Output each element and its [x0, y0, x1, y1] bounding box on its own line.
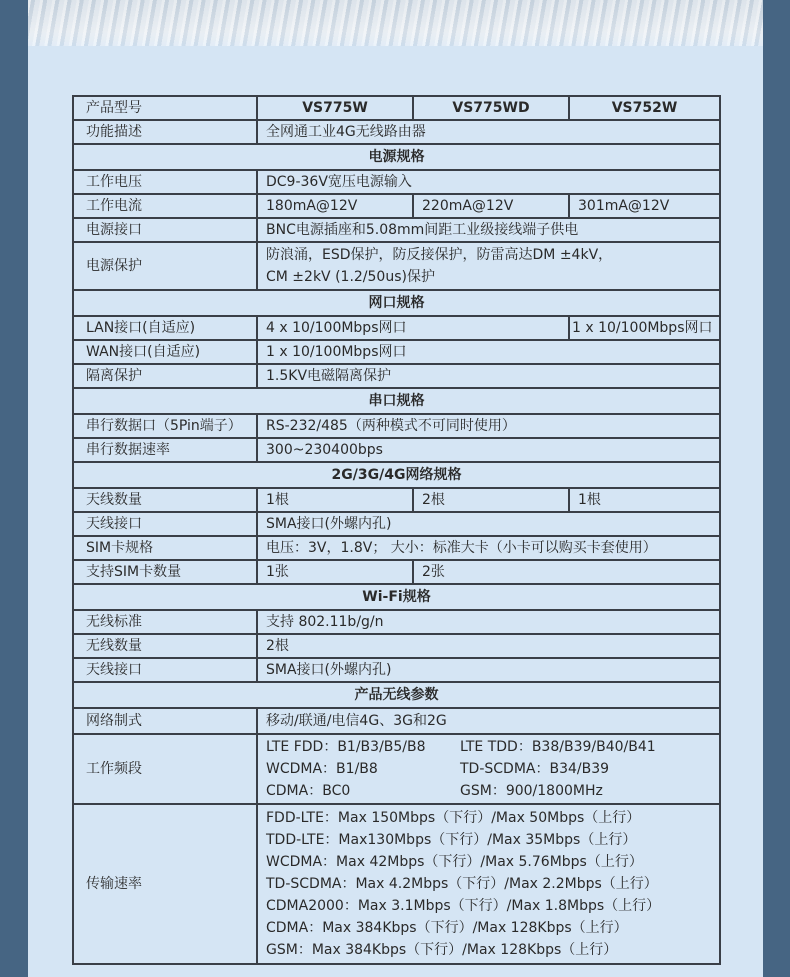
- table-row: [73, 96, 720, 120]
- table-row: [73, 488, 720, 512]
- spec-table: [72, 95, 721, 965]
- table-row: [73, 120, 720, 144]
- cell-value: 2根: [413, 488, 569, 512]
- cell-value: 1 x 10/100Mbps网口: [569, 316, 720, 340]
- row-value: SMA接口(外螺内孔): [257, 658, 720, 682]
- section-row: [73, 144, 720, 170]
- row-label: 天线数量: [73, 488, 257, 512]
- band-line: [266, 780, 719, 802]
- text-line: 防浪涌，ESD保护，防反接保护，防雷高达DM ±4kV，: [266, 247, 613, 263]
- row-label: 电源保护: [73, 242, 257, 290]
- speed-line: TD-SCDMA：Max 4.2Mbps（下行）/Max 2.2Mbps（上行）: [266, 876, 658, 892]
- model-vs775wd: VS775WD: [413, 96, 569, 120]
- model-vs775w: VS775W: [257, 96, 413, 120]
- table-row: [73, 610, 720, 634]
- band-entry: GSM：900/1800MHz: [460, 783, 603, 799]
- table-row: [73, 804, 720, 964]
- row-value: 2根: [257, 634, 720, 658]
- band-entry: TD-SCDMA：B34/B39: [460, 761, 610, 777]
- speed-line: CDMA2000：Max 3.1Mbps（下行）/Max 1.8Mbps（上行）: [266, 898, 661, 914]
- section-row: [73, 462, 720, 488]
- row-value: 1 x 10/100Mbps网口: [257, 340, 720, 364]
- cell-value: 2张: [413, 560, 720, 584]
- row-label: 工作电流: [73, 194, 257, 218]
- band-line: [266, 758, 719, 780]
- table-row: [73, 708, 720, 734]
- section-row: [73, 682, 720, 708]
- band-entry: LTE FDD：B1/B3/B5/B8: [266, 739, 426, 755]
- cell-value: 220mA@12V: [413, 194, 569, 218]
- table-row: [73, 364, 720, 388]
- model-vs752w: VS752W: [569, 96, 720, 120]
- row-value: 全网通工业4G无线路由器: [257, 120, 720, 144]
- band-entry: WCDMA：B1/B8: [266, 761, 378, 777]
- cell-value: 1张: [257, 560, 413, 584]
- band-list: [257, 734, 720, 804]
- row-label: 天线接口: [73, 658, 257, 682]
- spec-panel: [28, 0, 763, 977]
- section-title-serial: 串口规格: [73, 388, 720, 414]
- section-row: [73, 290, 720, 316]
- row-label: 无线数量: [73, 634, 257, 658]
- row-value: RS-232/485（两种模式不可同时使用）: [257, 414, 720, 438]
- row-value: 电压：3V，1.8V； 大小：标准大卡（小卡可以购买卡套使用）: [257, 536, 720, 560]
- table-row: [73, 340, 720, 364]
- table-row: [73, 316, 720, 340]
- speed-line: FDD-LTE：Max 150Mbps（下行）/Max 50Mbps（上行）: [266, 810, 641, 826]
- section-title-network: 网口规格: [73, 290, 720, 316]
- row-value: DC9-36V宽压电源输入: [257, 170, 720, 194]
- row-value: 支持 802.11b/g/n: [257, 610, 720, 634]
- speed-list: [257, 804, 720, 964]
- table-row: [73, 634, 720, 658]
- row-value: 1.5KV电磁隔离保护: [257, 364, 720, 388]
- row-label: 无线标准: [73, 610, 257, 634]
- table-row: [73, 170, 720, 194]
- row-value: 移动/联通/电信4G、3G和2G: [257, 708, 720, 734]
- section-title-wifi: Wi-Fi规格: [73, 584, 720, 610]
- row-label: 电源接口: [73, 218, 257, 242]
- row-label: 功能描述: [73, 120, 257, 144]
- speed-line: WCDMA：Max 42Mbps（下行）/Max 5.76Mbps（上行）: [266, 854, 643, 870]
- row-label: 工作频段: [73, 734, 257, 804]
- row-label: 传输速率: [73, 804, 257, 964]
- section-title-power: 电源规格: [73, 144, 720, 170]
- row-label: 串行数据口（5Pin端子）: [73, 414, 257, 438]
- band-entry: LTE TDD：B38/B39/B40/B41: [460, 739, 656, 755]
- table-row: [73, 658, 720, 682]
- table-row: [73, 512, 720, 536]
- text-line: CM ±2kV (1.2/50us)保护: [266, 269, 435, 285]
- table-row: [73, 734, 720, 804]
- row-value: BNC电源插座和5.08mm间距工业级接线端子供电: [257, 218, 720, 242]
- table-row: [73, 194, 720, 218]
- header-texture: [28, 0, 763, 46]
- speed-line: CDMA：Max 384Kbps（下行）/Max 128Kbps（上行）: [266, 920, 628, 936]
- section-title-wireless: 产品无线参数: [73, 682, 720, 708]
- row-value-multiline: [257, 242, 720, 290]
- row-label: WAN接口(自适应): [73, 340, 257, 364]
- header-label: 产品型号: [73, 96, 257, 120]
- row-value: 300~230400bps: [257, 438, 720, 462]
- table-row: [73, 242, 720, 290]
- row-value: SMA接口(外螺内孔): [257, 512, 720, 536]
- section-row: [73, 388, 720, 414]
- cell-value: 301mA@12V: [569, 194, 720, 218]
- row-label: 隔离保护: [73, 364, 257, 388]
- row-label: 串行数据速率: [73, 438, 257, 462]
- table-row: [73, 536, 720, 560]
- table-row: [73, 218, 720, 242]
- table-row: [73, 438, 720, 462]
- section-title-cellular: 2G/3G/4G网络规格: [73, 462, 720, 488]
- cell-value: 180mA@12V: [257, 194, 413, 218]
- speed-line: GSM：Max 384Kbps（下行）/Max 128Kbps（上行）: [266, 942, 618, 958]
- speed-line: TDD-LTE：Max130Mbps（下行）/Max 35Mbps（上行）: [266, 832, 637, 848]
- section-row: [73, 584, 720, 610]
- row-label: 支持SIM卡数量: [73, 560, 257, 584]
- row-label: 天线接口: [73, 512, 257, 536]
- cell-value: 1根: [257, 488, 413, 512]
- cell-value: 4 x 10/100Mbps网口: [257, 316, 569, 340]
- row-label: SIM卡规格: [73, 536, 257, 560]
- table-row: [73, 560, 720, 584]
- band-entry: CDMA：BC0: [266, 783, 351, 799]
- row-label: 网络制式: [73, 708, 257, 734]
- row-label: 工作电压: [73, 170, 257, 194]
- band-line: [266, 736, 719, 758]
- table-row: [73, 414, 720, 438]
- row-label: LAN接口(自适应): [73, 316, 257, 340]
- cell-value: 1根: [569, 488, 720, 512]
